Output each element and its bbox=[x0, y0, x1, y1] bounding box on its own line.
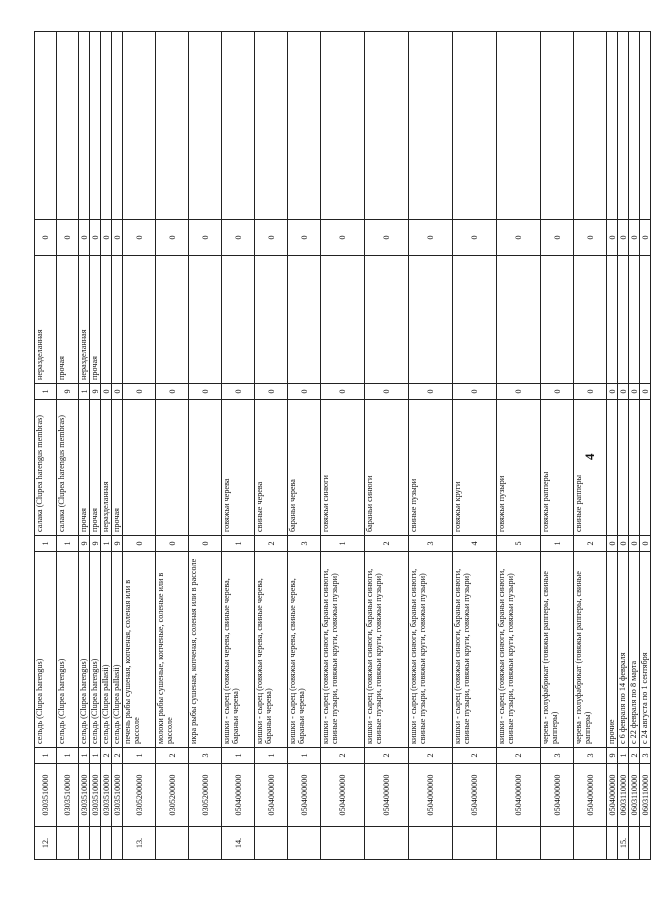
tn-ved-code-cell: 0303510000 bbox=[79, 764, 90, 827]
tn-ved-code-cell: 0305200000 bbox=[156, 764, 189, 827]
table-row bbox=[90, 32, 101, 860]
subcode-3-cell: 0 bbox=[629, 384, 640, 400]
item-number-cell bbox=[321, 827, 365, 860]
note-cell bbox=[574, 32, 607, 220]
note-cell bbox=[618, 32, 629, 220]
note-cell bbox=[255, 32, 288, 220]
tn-ved-code-cell: 0504000000 bbox=[255, 764, 288, 827]
table-row bbox=[222, 32, 255, 860]
subcode-1-cell: 1 bbox=[79, 748, 90, 764]
value-cell: 0 bbox=[79, 220, 90, 256]
item-number-cell bbox=[607, 827, 618, 860]
description-1-cell: сельдь (Clupea pallasii) bbox=[112, 552, 123, 748]
description-1-cell: кишки - сырец (говяжьи синюги, бараньи синюги, свиные пузыри, говяжьи круги, говяжьи пузыри) bbox=[497, 552, 541, 748]
description-1-cell: сельдь (Clupea harengus) bbox=[57, 552, 79, 748]
page-number: 4 bbox=[582, 453, 597, 460]
subcode-1-cell: 1 bbox=[35, 748, 57, 764]
value-cell: 0 bbox=[629, 220, 640, 256]
description-1-cell: кишки - сырец (говяжьи синюги, бараньи синюги, свиные пузыри, говяжьи круги, говяжьи пузыри) bbox=[409, 552, 453, 748]
subcode-3-cell: 0 bbox=[112, 384, 123, 400]
subcode-1-cell: 2 bbox=[101, 748, 112, 764]
item-number-cell bbox=[541, 827, 574, 860]
item-number-cell bbox=[90, 827, 101, 860]
item-number-cell bbox=[189, 827, 222, 860]
tn-ved-code-cell: 0603110000 bbox=[618, 764, 629, 827]
description-2-cell bbox=[618, 400, 629, 536]
table-row bbox=[112, 32, 123, 860]
description-2-cell bbox=[156, 400, 189, 536]
item-number-cell bbox=[365, 827, 409, 860]
subcode-2-cell: 0 bbox=[607, 536, 618, 552]
subcode-2-cell: 2 bbox=[365, 536, 409, 552]
table-row bbox=[541, 32, 574, 860]
subcode-1-cell: 2 bbox=[497, 748, 541, 764]
value-cell: 0 bbox=[497, 220, 541, 256]
description-3-cell bbox=[255, 256, 288, 384]
table-row bbox=[574, 32, 607, 860]
value-cell: 0 bbox=[618, 220, 629, 256]
subcode-1-cell: 3 bbox=[541, 748, 574, 764]
note-cell bbox=[101, 32, 112, 220]
subcode-2-cell: 3 bbox=[409, 536, 453, 552]
table-row bbox=[123, 32, 156, 860]
description-1-cell: с 22 февраля по 8 марта bbox=[629, 552, 640, 748]
subcode-3-cell: 0 bbox=[618, 384, 629, 400]
value-cell: 0 bbox=[365, 220, 409, 256]
subcode-3-cell: 1 bbox=[79, 384, 90, 400]
description-1-cell: кишки - сырец (говяжьи синюги, бараньи синюги, свиные пузыри, говяжьи круги, говяжьи пузыри) bbox=[453, 552, 497, 748]
description-1-cell: икра рыбы сушеная, копченая, соленая или в рассоле bbox=[189, 552, 222, 748]
description-3-cell bbox=[640, 256, 651, 384]
subcode-1-cell: 1 bbox=[90, 748, 101, 764]
subcode-2-cell: 1 bbox=[222, 536, 255, 552]
table-row bbox=[321, 32, 365, 860]
subcode-3-cell: 0 bbox=[453, 384, 497, 400]
item-number-cell bbox=[497, 827, 541, 860]
item-number-cell: 15. bbox=[618, 827, 629, 860]
description-3-cell bbox=[365, 256, 409, 384]
note-cell bbox=[409, 32, 453, 220]
subcode-3-cell: 0 bbox=[321, 384, 365, 400]
description-3-cell bbox=[321, 256, 365, 384]
description-1-cell: сельдь (Clupea harengus) bbox=[35, 552, 57, 748]
description-2-cell: свиные черева bbox=[255, 400, 288, 536]
value-cell: 0 bbox=[288, 220, 321, 256]
subcode-2-cell: 9 bbox=[90, 536, 101, 552]
item-number-cell bbox=[112, 827, 123, 860]
subcode-3-cell: 0 bbox=[222, 384, 255, 400]
description-2-cell: прочая bbox=[79, 400, 90, 536]
subcode-3-cell: 1 bbox=[35, 384, 57, 400]
value-cell: 0 bbox=[222, 220, 255, 256]
note-cell bbox=[365, 32, 409, 220]
subcode-3-cell: 0 bbox=[607, 384, 618, 400]
note-cell bbox=[79, 32, 90, 220]
note-cell bbox=[541, 32, 574, 220]
subcode-3-cell: 0 bbox=[365, 384, 409, 400]
table-body bbox=[35, 32, 651, 860]
tn-ved-code-cell: 0504000000 bbox=[541, 764, 574, 827]
subcode-1-cell: 2 bbox=[156, 748, 189, 764]
tn-ved-code-cell: 0504000000 bbox=[607, 764, 618, 827]
tn-ved-code-cell: 0303510000 bbox=[90, 764, 101, 827]
tn-ved-code-cell: 0504000000 bbox=[409, 764, 453, 827]
description-2-cell: говяжьи синюги bbox=[321, 400, 365, 536]
description-2-cell: прочая bbox=[112, 400, 123, 536]
description-3-cell bbox=[453, 256, 497, 384]
description-3-cell bbox=[607, 256, 618, 384]
item-number-cell bbox=[640, 827, 651, 860]
table-row bbox=[497, 32, 541, 860]
tn-ved-code-cell: 0305200000 bbox=[123, 764, 156, 827]
description-2-cell: салака (Clupea harengus membras) bbox=[57, 400, 79, 536]
table-row bbox=[453, 32, 497, 860]
item-number-cell bbox=[629, 827, 640, 860]
description-3-cell: неразделанная bbox=[35, 256, 57, 384]
description-1-cell: прочие bbox=[607, 552, 618, 748]
subcode-3-cell: 0 bbox=[497, 384, 541, 400]
description-2-cell: бараньи синюги bbox=[365, 400, 409, 536]
tn-ved-code-cell: 0303510000 bbox=[101, 764, 112, 827]
description-1-cell: кишки - сырец (говяжьи синюги, бараньи синюги, свиные пузыри, говяжьи круги, говяжьи пузыри) bbox=[365, 552, 409, 748]
description-1-cell: черева - полуфабрикат (говяжьи рапперы, свиные рапперы) bbox=[541, 552, 574, 748]
description-2-cell bbox=[123, 400, 156, 536]
description-1-cell: черева - полуфабрикат (говяжьи рапперы, свиные рапперы) bbox=[574, 552, 607, 748]
tn-ved-code-cell: 0504000000 bbox=[365, 764, 409, 827]
table-row bbox=[35, 32, 57, 860]
subcode-2-cell: 1 bbox=[101, 536, 112, 552]
subcode-1-cell: 2 bbox=[321, 748, 365, 764]
note-cell bbox=[629, 32, 640, 220]
description-2-cell: бараньи черева bbox=[288, 400, 321, 536]
table-row bbox=[255, 32, 288, 860]
table-row bbox=[607, 32, 618, 860]
description-3-cell bbox=[101, 256, 112, 384]
description-2-cell: неразделанная bbox=[101, 400, 112, 536]
description-1-cell: кишки - сырец (говяжьи черева, свиные черева, бараньи черева) bbox=[288, 552, 321, 748]
description-1-cell: кишки - сырец (говяжьи черева, свиные черева, бараньи черева) bbox=[255, 552, 288, 748]
description-2-cell: говяжьи круги bbox=[453, 400, 497, 536]
value-cell: 0 bbox=[607, 220, 618, 256]
item-number-cell bbox=[57, 827, 79, 860]
description-1-cell: сельдь (Clupea harengus) bbox=[79, 552, 90, 748]
description-2-cell: говяжьи пузыри bbox=[497, 400, 541, 536]
description-2-cell bbox=[629, 400, 640, 536]
description-2-cell: прочая bbox=[90, 400, 101, 536]
note-cell bbox=[640, 32, 651, 220]
subcode-3-cell: 0 bbox=[640, 384, 651, 400]
item-number-cell bbox=[79, 827, 90, 860]
value-cell: 0 bbox=[156, 220, 189, 256]
description-2-cell bbox=[607, 400, 618, 536]
subcode-3-cell: 9 bbox=[90, 384, 101, 400]
value-cell: 0 bbox=[123, 220, 156, 256]
tn-ved-code-cell: 0504000000 bbox=[288, 764, 321, 827]
item-number-cell bbox=[156, 827, 189, 860]
note-cell bbox=[497, 32, 541, 220]
subcode-2-cell: 9 bbox=[79, 536, 90, 552]
tn-ved-code-cell: 0305200000 bbox=[189, 764, 222, 827]
subcode-3-cell: 0 bbox=[541, 384, 574, 400]
note-cell bbox=[607, 32, 618, 220]
subcode-2-cell: 2 bbox=[574, 536, 607, 552]
item-number-cell bbox=[574, 827, 607, 860]
classification-table bbox=[34, 31, 651, 860]
subcode-2-cell: 2 bbox=[255, 536, 288, 552]
item-number-cell: 14. bbox=[222, 827, 255, 860]
value-cell: 0 bbox=[57, 220, 79, 256]
description-1-cell: с 6 февраля по 14 февраля bbox=[618, 552, 629, 748]
subcode-2-cell: 0 bbox=[123, 536, 156, 552]
item-number-cell: 13. bbox=[123, 827, 156, 860]
subcode-1-cell: 2 bbox=[629, 748, 640, 764]
description-2-cell bbox=[189, 400, 222, 536]
tn-ved-code-cell: 0303510000 bbox=[35, 764, 57, 827]
description-3-cell bbox=[222, 256, 255, 384]
value-cell: 0 bbox=[541, 220, 574, 256]
table-row bbox=[189, 32, 222, 860]
description-3-cell bbox=[497, 256, 541, 384]
note-cell bbox=[189, 32, 222, 220]
item-number-cell bbox=[453, 827, 497, 860]
subcode-2-cell: 5 bbox=[497, 536, 541, 552]
subcode-1-cell: 1 bbox=[57, 748, 79, 764]
value-cell: 0 bbox=[321, 220, 365, 256]
subcode-1-cell: 2 bbox=[453, 748, 497, 764]
subcode-1-cell: 2 bbox=[365, 748, 409, 764]
subcode-2-cell: 0 bbox=[640, 536, 651, 552]
tn-ved-code-cell: 0303510000 bbox=[112, 764, 123, 827]
subcode-3-cell: 0 bbox=[101, 384, 112, 400]
note-cell bbox=[57, 32, 79, 220]
tn-ved-code-cell: 0504000000 bbox=[453, 764, 497, 827]
tn-ved-code-cell: 0303510000 bbox=[57, 764, 79, 827]
description-3-cell bbox=[541, 256, 574, 384]
subcode-2-cell: 0 bbox=[629, 536, 640, 552]
description-1-cell: с 24 августа по 1 сентября bbox=[640, 552, 651, 748]
subcode-1-cell: 1 bbox=[618, 748, 629, 764]
subcode-1-cell: 2 bbox=[409, 748, 453, 764]
item-number-cell bbox=[101, 827, 112, 860]
subcode-2-cell: 1 bbox=[541, 536, 574, 552]
item-number-cell: 12. bbox=[35, 827, 57, 860]
subcode-3-cell: 0 bbox=[123, 384, 156, 400]
description-3-cell bbox=[112, 256, 123, 384]
value-cell: 0 bbox=[453, 220, 497, 256]
value-cell: 0 bbox=[101, 220, 112, 256]
description-3-cell bbox=[189, 256, 222, 384]
subcode-1-cell: 3 bbox=[574, 748, 607, 764]
tn-ved-code-cell: 0603110000 bbox=[629, 764, 640, 827]
subcode-3-cell: 0 bbox=[288, 384, 321, 400]
tn-ved-code-cell: 0603110000 bbox=[640, 764, 651, 827]
subcode-1-cell: 3 bbox=[189, 748, 222, 764]
table-row bbox=[79, 32, 90, 860]
tn-ved-code-cell: 0504000000 bbox=[321, 764, 365, 827]
table-row bbox=[640, 32, 651, 860]
note-cell bbox=[453, 32, 497, 220]
table-row bbox=[409, 32, 453, 860]
note-cell bbox=[288, 32, 321, 220]
description-3-cell bbox=[288, 256, 321, 384]
subcode-2-cell: 3 bbox=[288, 536, 321, 552]
tn-ved-code-cell: 0504000000 bbox=[574, 764, 607, 827]
subcode-2-cell: 4 bbox=[453, 536, 497, 552]
subcode-2-cell: 0 bbox=[156, 536, 189, 552]
table-row bbox=[288, 32, 321, 860]
subcode-2-cell: 9 bbox=[112, 536, 123, 552]
description-2-cell bbox=[640, 400, 651, 536]
subcode-3-cell: 0 bbox=[574, 384, 607, 400]
value-cell: 0 bbox=[574, 220, 607, 256]
value-cell: 0 bbox=[255, 220, 288, 256]
description-3-cell: неразделанная bbox=[79, 256, 90, 384]
description-3-cell bbox=[156, 256, 189, 384]
subcode-2-cell: 0 bbox=[189, 536, 222, 552]
description-3-cell bbox=[618, 256, 629, 384]
note-cell bbox=[321, 32, 365, 220]
description-1-cell: печень рыбы сушеная, копченая, соленая или в рассоле bbox=[123, 552, 156, 748]
subcode-3-cell: 0 bbox=[255, 384, 288, 400]
subcode-1-cell: 3 bbox=[640, 748, 651, 764]
subcode-3-cell: 0 bbox=[189, 384, 222, 400]
subcode-2-cell: 1 bbox=[57, 536, 79, 552]
value-cell: 0 bbox=[90, 220, 101, 256]
value-cell: 0 bbox=[112, 220, 123, 256]
subcode-2-cell: 0 bbox=[618, 536, 629, 552]
subcode-3-cell: 9 bbox=[57, 384, 79, 400]
subcode-2-cell: 1 bbox=[321, 536, 365, 552]
description-1-cell: кишки - сырец (говяжьи синюги, бараньи синюги, свиные пузыри, говяжьи круги, говяжьи пузыри) bbox=[321, 552, 365, 748]
note-cell bbox=[156, 32, 189, 220]
item-number-cell bbox=[288, 827, 321, 860]
description-3-cell bbox=[629, 256, 640, 384]
description-1-cell: молоки рыбы сушеные, копченые, соленые или в рассоле bbox=[156, 552, 189, 748]
item-number-cell bbox=[409, 827, 453, 860]
subcode-1-cell: 2 bbox=[112, 748, 123, 764]
description-2-cell: салака (Clupea harengus membras) bbox=[35, 400, 57, 536]
description-2-cell: говяжьи рапперы bbox=[541, 400, 574, 536]
subcode-3-cell: 0 bbox=[409, 384, 453, 400]
table-row bbox=[101, 32, 112, 860]
item-number-cell bbox=[255, 827, 288, 860]
description-1-cell: сельдь (Clupea pallasii) bbox=[101, 552, 112, 748]
description-3-cell bbox=[409, 256, 453, 384]
subcode-1-cell: 1 bbox=[123, 748, 156, 764]
table-row bbox=[618, 32, 629, 860]
description-3-cell bbox=[574, 256, 607, 384]
table-row bbox=[629, 32, 640, 860]
value-cell: 0 bbox=[640, 220, 651, 256]
description-3-cell: прочая bbox=[57, 256, 79, 384]
value-cell: 0 bbox=[35, 220, 57, 256]
note-cell bbox=[35, 32, 57, 220]
description-2-cell: говяжьи черева bbox=[222, 400, 255, 536]
value-cell: 0 bbox=[189, 220, 222, 256]
description-3-cell: прочая bbox=[90, 256, 101, 384]
note-cell bbox=[123, 32, 156, 220]
subcode-3-cell: 0 bbox=[156, 384, 189, 400]
note-cell bbox=[222, 32, 255, 220]
tn-ved-code-cell: 0504000000 bbox=[497, 764, 541, 827]
tn-ved-code-cell: 0504000000 bbox=[222, 764, 255, 827]
note-cell bbox=[112, 32, 123, 220]
subcode-1-cell: 9 bbox=[607, 748, 618, 764]
subcode-2-cell: 1 bbox=[35, 536, 57, 552]
subcode-1-cell: 1 bbox=[255, 748, 288, 764]
value-cell: 0 bbox=[409, 220, 453, 256]
subcode-1-cell: 1 bbox=[288, 748, 321, 764]
description-1-cell: кишки - сырец (говяжьи черева, свиные черева, бараньи черева) bbox=[222, 552, 255, 748]
note-cell bbox=[90, 32, 101, 220]
table-row bbox=[156, 32, 189, 860]
description-3-cell bbox=[123, 256, 156, 384]
subcode-1-cell: 1 bbox=[222, 748, 255, 764]
table-row bbox=[365, 32, 409, 860]
description-2-cell: свиные пузыри bbox=[409, 400, 453, 536]
description-2-cell: свиные рапперы bbox=[574, 400, 607, 536]
table-row bbox=[57, 32, 79, 860]
description-1-cell: сельдь (Clupea harengus) bbox=[90, 552, 101, 748]
